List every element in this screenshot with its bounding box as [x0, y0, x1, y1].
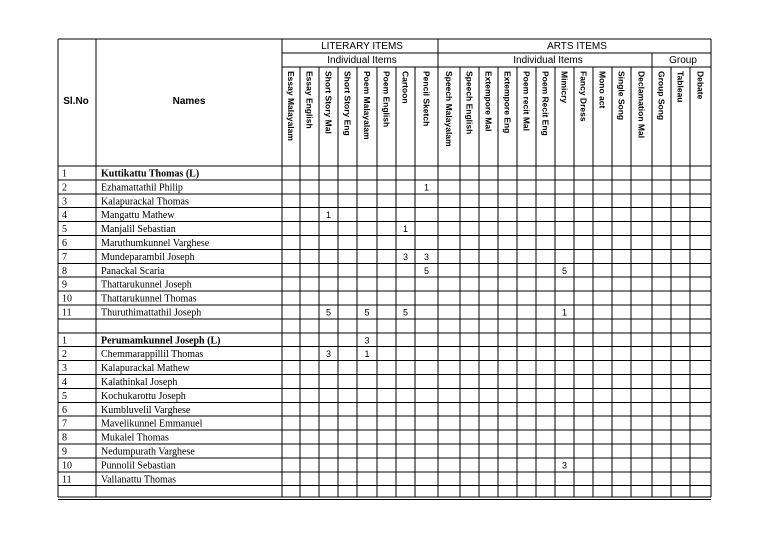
serial-number: 11: [62, 474, 72, 486]
member-name: Kuttikattu Thomas (L): [101, 168, 200, 180]
column-header: Essay Malayalam: [286, 71, 296, 141]
serial-number: 4: [62, 377, 67, 388]
table-row: [62, 474, 176, 485]
member-name: Mundeparambil Joseph: [101, 251, 195, 263]
member-name: Thattarukunnel Thomas: [101, 293, 197, 305]
column-header: Poem recit Mal: [521, 71, 532, 131]
member-name: Nedumpurath Varghese: [101, 446, 195, 458]
table-row: [62, 335, 370, 346]
member-name: Manjalil Sebastian: [101, 224, 176, 236]
score-cell: 5: [402, 307, 409, 318]
column-header: Debate: [695, 71, 706, 100]
score-cell: 5: [364, 307, 370, 318]
table-row: [62, 294, 197, 305]
serial-number: 8: [62, 432, 67, 444]
serial-number: 9: [62, 279, 67, 291]
column-header: Poem Recit Eng: [540, 71, 551, 136]
column-header: Single Song: [616, 71, 627, 121]
score-cell: 1: [325, 210, 332, 221]
table-row: [62, 419, 203, 430]
serial-number: 1: [62, 168, 67, 180]
member-name: Ezhamattathil Philip: [101, 182, 183, 194]
serial-number: 8: [62, 265, 67, 277]
member-name: Mangattu Mathew: [101, 210, 175, 222]
member-name: Kalapurackal Thomas: [101, 196, 189, 208]
serial-number: 7: [62, 418, 67, 430]
literary-individual-header: Individual Items: [327, 55, 397, 66]
score-cell: 3: [325, 349, 332, 360]
serial-number: 9: [62, 446, 67, 458]
literary-items-header: LITERARY ITEMS: [321, 41, 403, 52]
column-header: Fancy Dress: [578, 71, 589, 122]
member-name: Punnolil Sebastian: [101, 460, 176, 472]
column-header: Short Story Eng: [342, 71, 353, 136]
member-name: Mavelikunnel Emmanuel: [101, 418, 203, 430]
column-header: Poem Malayalam: [362, 71, 372, 140]
column-headers: [286, 71, 706, 147]
names-header: Names: [172, 96, 206, 107]
column-header: Declamation Mal: [636, 71, 647, 139]
score-cell: 5: [561, 265, 568, 276]
serial-number: 3: [62, 196, 67, 208]
group-header: Group: [669, 55, 697, 66]
member-name: Kochukarottu Joseph: [101, 390, 186, 402]
score-cell: 3: [402, 251, 409, 262]
member-name: Perumamkunnel Joseph (L): [101, 335, 221, 347]
table-row: [62, 169, 199, 180]
score-cell: 1: [561, 307, 568, 318]
sl-no-header: Sl.No: [63, 96, 89, 107]
table-row: [62, 433, 169, 444]
table-row: [62, 196, 189, 207]
serial-number: 7: [62, 251, 67, 263]
column-header: Essay English: [304, 71, 315, 129]
serial-number: 6: [62, 238, 67, 249]
column-header: Tableau: [675, 71, 686, 103]
column-header: Speech English: [464, 71, 475, 135]
member-name: Maruthumkunnel Varghese: [101, 238, 210, 249]
table-row: [62, 224, 408, 235]
column-header: Extempore Eng: [502, 71, 513, 134]
column-header: Mono act: [597, 71, 608, 109]
score-cell: 5: [423, 265, 430, 276]
column-header: Extempore Mal: [483, 71, 494, 132]
score-cell: 3: [561, 460, 568, 471]
serial-number: 11: [62, 307, 72, 319]
arts-items-header: ARTS ITEMS: [547, 41, 607, 52]
member-name: Thuruthimattathil Joseph: [101, 307, 202, 319]
table-row: [62, 210, 331, 221]
score-cell: 1: [402, 224, 409, 235]
score-cell: 1: [364, 349, 370, 360]
serial-number: 10: [62, 293, 72, 305]
member-name: Kalapurackal Mathew: [101, 363, 190, 375]
column-header: Group Song: [656, 71, 667, 121]
table-row: [62, 238, 210, 249]
column-header: Poem English: [381, 71, 392, 128]
table-row: [62, 182, 429, 193]
table-row: [62, 460, 567, 471]
member-name: Kumbluvelil Varghese: [101, 404, 191, 416]
member-name: Mukalel Thomas: [101, 432, 169, 444]
serial-number: 3: [62, 363, 67, 375]
table-body: [62, 169, 567, 486]
serial-number: 10: [62, 460, 72, 472]
column-header: Short Story Mal: [323, 71, 334, 134]
member-name: Panackal Scaria: [101, 265, 165, 277]
score-cell: 3: [423, 251, 430, 262]
serial-number: 6: [62, 404, 67, 416]
table-row: [62, 252, 429, 263]
table-row: [62, 280, 192, 291]
score-cell: 1: [423, 182, 430, 193]
column-header: Speech Malayalam: [444, 71, 454, 147]
column-header: Pencil Sketch: [421, 71, 432, 127]
table-row: [62, 391, 186, 402]
serial-number: 4: [62, 210, 67, 222]
member-name: Kalathinkal Joseph: [101, 377, 178, 388]
score-cell: 5: [325, 307, 332, 318]
table-row: [62, 363, 190, 374]
table-row: [62, 349, 370, 360]
column-header: Cartoon: [400, 71, 411, 104]
serial-number: 2: [62, 182, 67, 194]
table-row: [62, 308, 567, 319]
table-row: [62, 377, 177, 388]
serial-number: 5: [62, 390, 67, 402]
serial-number: 2: [62, 349, 67, 361]
member-name: Vallanattu Thomas: [101, 474, 177, 486]
serial-number: 5: [62, 224, 67, 236]
score-cell: 3: [364, 335, 370, 346]
table-row: [62, 447, 195, 458]
table-row: [62, 405, 191, 416]
serial-number: 1: [62, 335, 67, 347]
member-name: Chemmarappillil Thomas: [101, 349, 204, 361]
arts-individual-header: Individual Items: [513, 55, 583, 66]
member-name: Thattarukunnel Joseph: [101, 279, 192, 291]
column-header: Mimicry: [559, 71, 570, 104]
table-row: [62, 266, 567, 277]
